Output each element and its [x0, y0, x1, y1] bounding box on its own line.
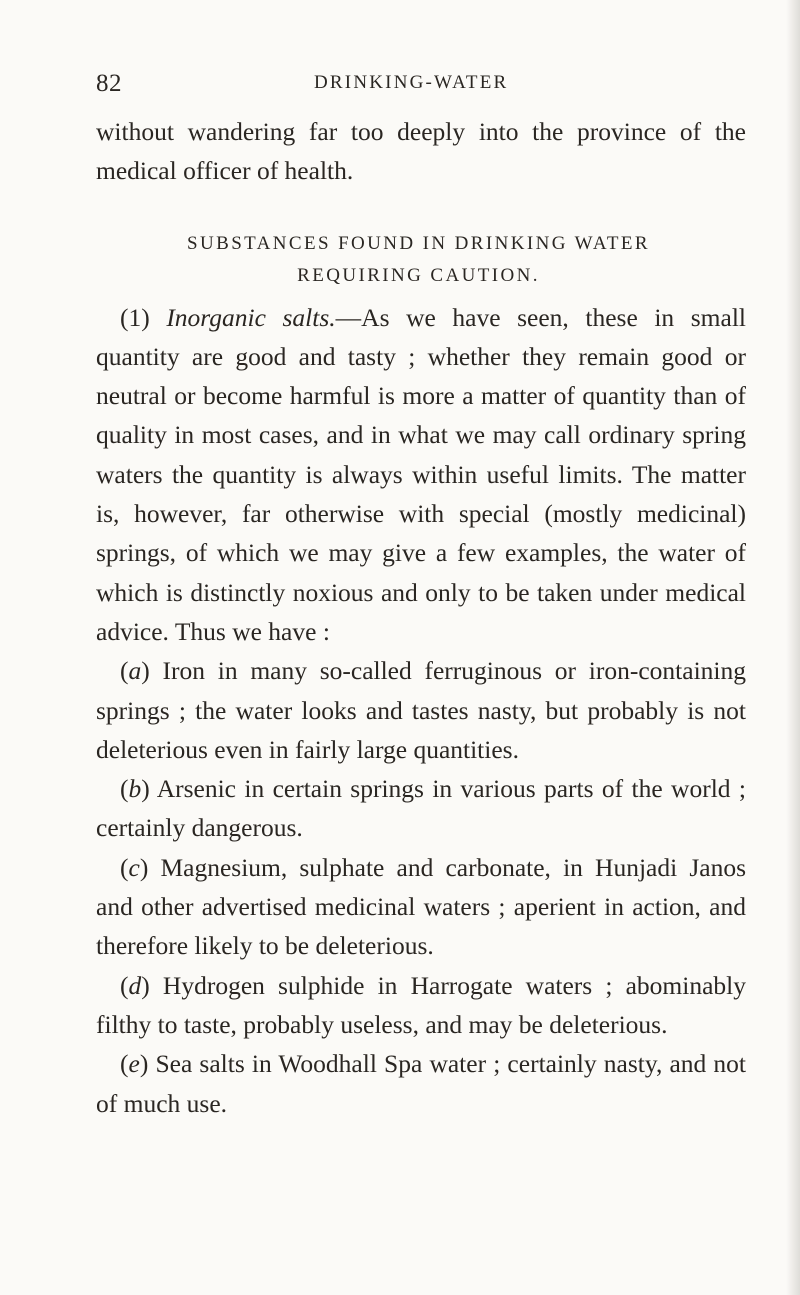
- body-text: [96, 112, 746, 1123]
- page-number: 82: [96, 70, 122, 97]
- item-text: Sea salts in Woodhall Spa water ; certainly nasty, and not of much use.: [96, 1049, 746, 1118]
- paragraph-marker: (1): [120, 302, 150, 332]
- list-item-b: (b) Arsenic in certain springs in various parts of the world ; certainly dangerous.: [96, 774, 746, 843]
- list-item-c: (c) Magnesium, sulphate and carbonate, in Hunjadi Janos and other advertised medicinal waters ; aperient in action, and therefore likely to be deleterious.: [96, 852, 747, 961]
- list-item-e: (e) Sea salts in Woodhall Spa water ; certainly nasty, and not of much use.: [96, 1049, 746, 1118]
- item-letter: c: [128, 852, 140, 882]
- item-letter: b: [128, 774, 142, 804]
- opening-paragraph: without wandering far too deeply into the province of the medical officer of health.: [96, 117, 746, 186]
- item-text: Magnesium, sulphate and carbonate, in Hunjadi Janos and other advertised medicinal waters ; aperient in action, and therefore likely to be deleterious.: [96, 852, 747, 961]
- paragraph-text: —As we have seen, these in small quantity are good and tasty ; whether they remain good or neutral or become harmful is more a matter of quantity than of quality in most cases, and in what we may call ordinary spring waters the quantity is always within useful limits. The matter is, however, far otherwise with special (mostly medicinal) springs, of which we may give a few examples, the water of which is distinctly noxious and only to be taken under medical advice. Thus we have :: [96, 302, 746, 646]
- item-text: Arsenic in certain springs in various parts of the world ; certainly dangerous.: [96, 774, 746, 843]
- running-head: [96, 70, 736, 110]
- list-item-d: (d) Hydrogen sulphide in Harrogate waters ; abominably filthy to taste, probably useless, and may be deleterious.: [96, 970, 747, 1039]
- item-letter: a: [128, 656, 142, 686]
- item-letter: d: [128, 970, 142, 1000]
- list-item-a: (a) Iron in many so-called ferruginous or iron-containing springs ; the water looks and tastes nasty, but probably is not deleterious even in fairly large quantities.: [96, 656, 746, 764]
- item-letter: e: [128, 1049, 140, 1079]
- section-heading-line-1: SUBSTANCES FOUND IN DRINKING WATER: [187, 232, 650, 254]
- section-heading: [96, 228, 741, 292]
- inorganic-salts-paragraph: [96, 298, 746, 652]
- running-title: DRINKING-WATER: [314, 72, 509, 93]
- item-text: Hydrogen sulphide in Harrogate waters ; abominably filthy to taste, probably useless, and may be deleterious.: [96, 970, 747, 1039]
- item-text: Iron in many so-called ferruginous or iron-containing springs ; the water looks and tastes nasty, but probably is not deleterious even in fairly large quantities.: [96, 656, 746, 764]
- section-heading-line-2: REQUIRING CAUTION.: [297, 264, 540, 286]
- page-edge-shadow: [786, 0, 800, 1295]
- paragraph-title: Inorganic salts.: [166, 302, 336, 332]
